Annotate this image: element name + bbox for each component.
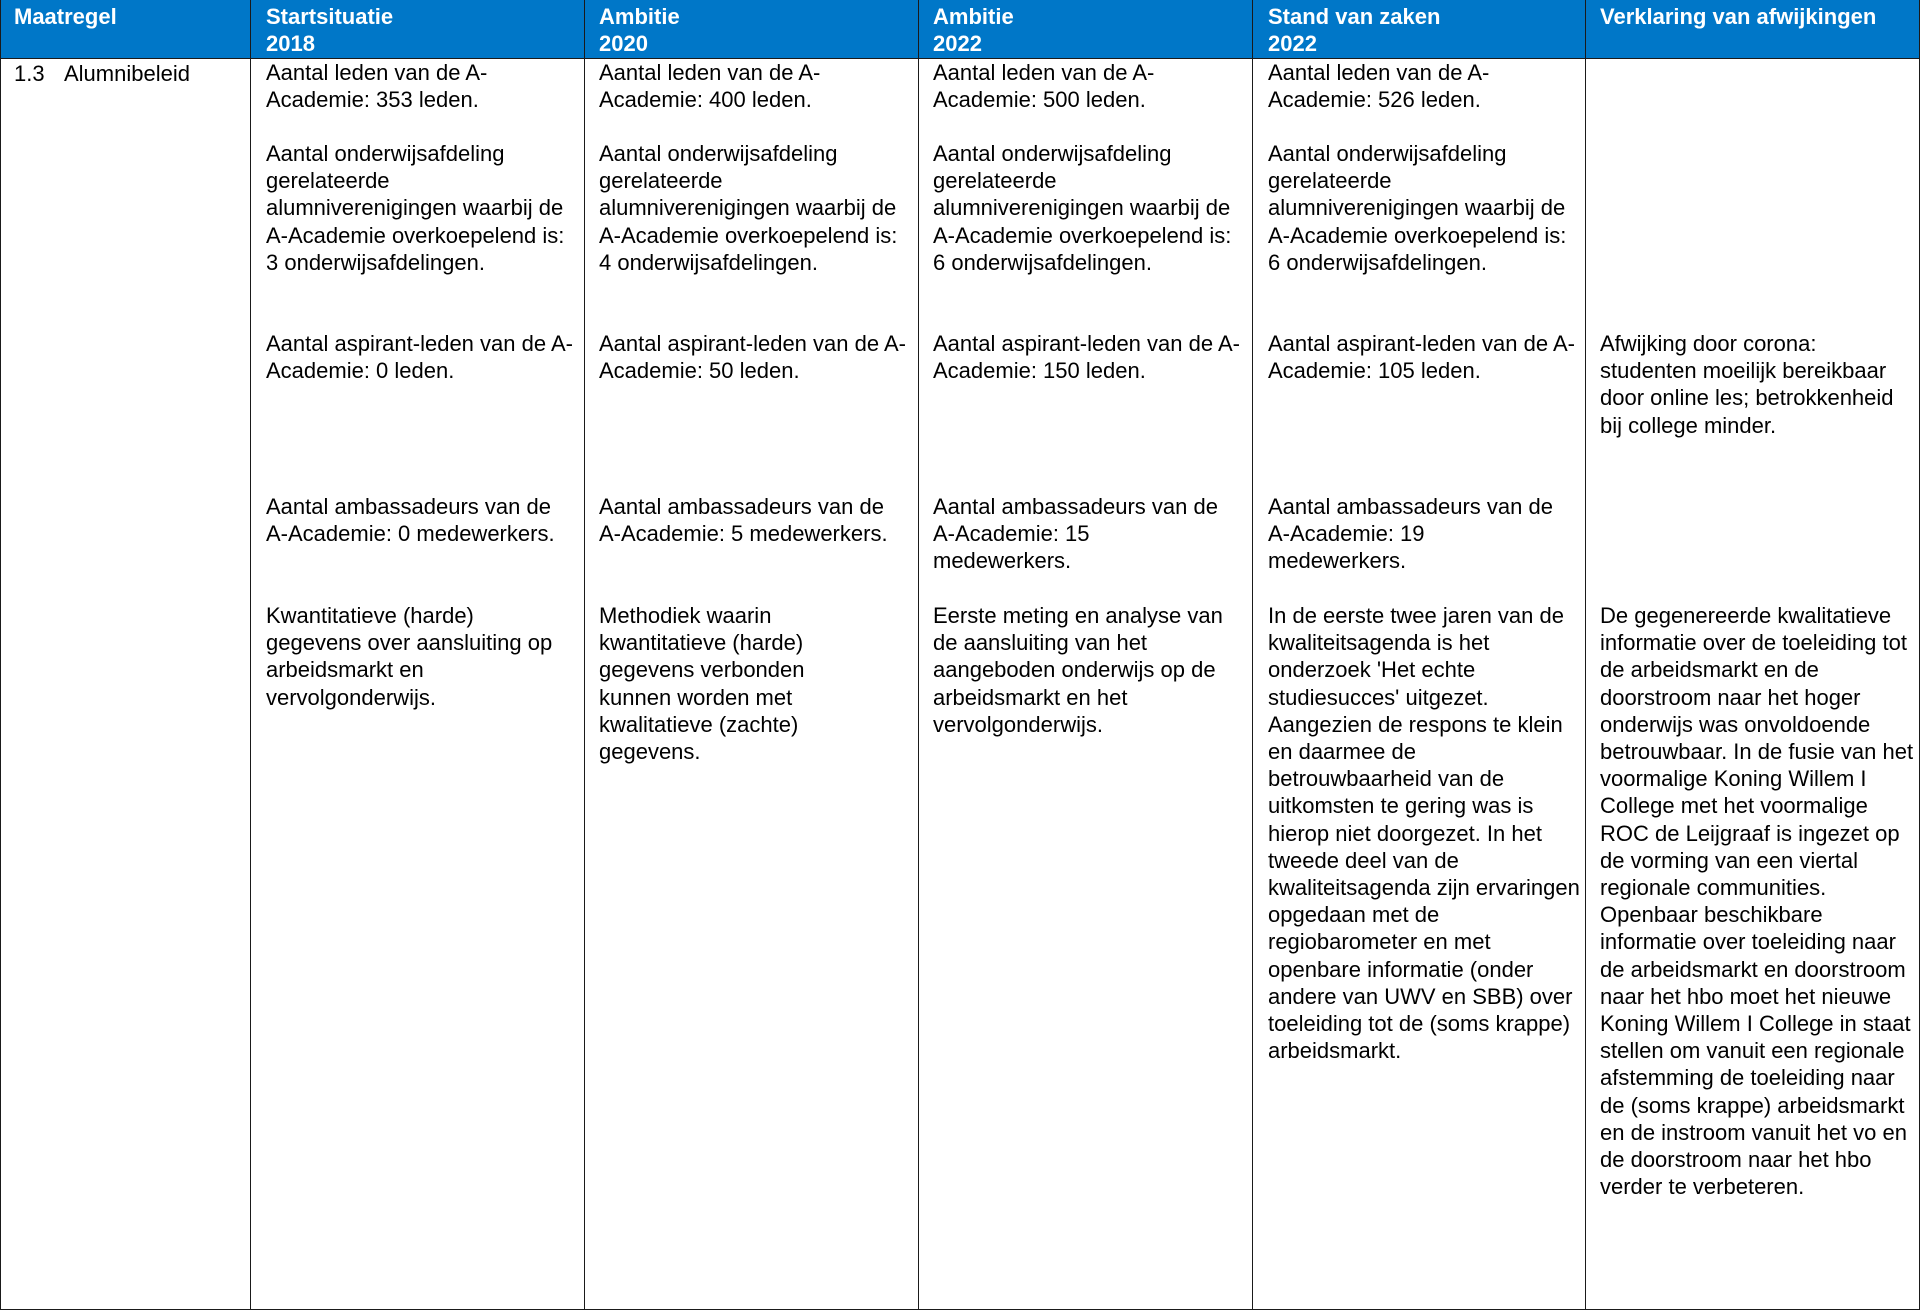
grid-line (250, 0, 251, 1310)
ambitie-2020-leden: Aantal leden van de A-Academie: 400 leden. (599, 60, 821, 113)
startsituatie-ambassadeurs: Aantal ambassadeurs van de A-Academie: 0 medewerkers. (266, 494, 555, 547)
ambitie-2022-alumniverenigingen: Aantal onderwijsafdeling gerelateerde alumniverenigingen waarbij de A-Academie overkoepelend is: 6 onderwijsafdelingen. (933, 141, 1232, 275)
verklaring-corona: Afwijking door corona: studenten moeilijk bereikbaar door online les; betrokkenheid bij college minder. (1600, 331, 1894, 438)
table-header (0, 0, 1920, 58)
startsituatie-leden: Aantal leden van de A-Academie: 353 leden. (266, 60, 488, 113)
stand-ambassadeurs: Aantal ambassadeurs van de A-Academie: 19 medewerkers. (1268, 494, 1553, 574)
ambitie-2022-ambassadeurs: Aantal ambassadeurs van de A-Academie: 15 medewerkers. (933, 494, 1218, 574)
header-verklaring: Verklaring van afwijkingen (1600, 4, 1877, 29)
header-maatregel: Maatregel (14, 4, 117, 29)
stand-onderzoek: In de eerste twee jaren van de kwaliteitsagenda is het onderzoek 'Het echte studiesucces' uitgezet. Aangezien de respons te klein en daarmee de betrouwbaarheid van de uitkomsten te gering was is hierop niet doorgezet. In het tweede deel van de kwaliteitsagenda zijn ervaringen opgedaan met de regiobarometer en met openbare informatie (onder andere van UWV en SBB) over toeleiding tot de (soms krappe) arbeidsmarkt. (1268, 603, 1580, 1064)
stand-alumniverenigingen: Aantal onderwijsafdeling gerelateerde alumniverenigingen waarbij de A-Academie overkoepelend is: 6 onderwijsafdelingen. (1268, 141, 1567, 275)
grid-line (1585, 0, 1586, 1310)
ambitie-2022-eerste-meting: Eerste meting en analyse van de aansluiting van het aangeboden onderwijs op de arbeidsmarkt en het vervolgonderwijs. (933, 603, 1223, 737)
ambitie-2020-aspirant-leden: Aantal aspirant-leden van de A-Academie: 50 leden. (599, 331, 906, 384)
startsituatie-aspirant-leden: Aantal aspirant-leden van de A-Academie: 0 leden. (266, 331, 573, 384)
grid-line (0, 0, 1, 1310)
header-ambitie-2020: Ambitie 2020 (599, 4, 680, 56)
ambitie-2022-leden: Aantal leden van de A-Academie: 500 leden. (933, 60, 1155, 113)
startsituatie-alumniverenigingen: Aantal onderwijsafdeling gerelateerde alumniverenigingen waarbij de A-Academie overkoepelend is: 3 onderwijsafdelingen. (266, 141, 565, 275)
maatregel-number: 1.3 (14, 61, 45, 86)
grid-line (918, 0, 919, 1310)
ambitie-2020-alumniverenigingen: Aantal onderwijsafdeling gerelateerde alumniverenigingen waarbij de A-Academie overkoepelend is: 4 onderwijsafdelingen. (599, 141, 898, 275)
header-stand-van-zaken: Stand van zaken 2022 (1268, 4, 1441, 56)
grid-line (584, 0, 585, 1310)
header-ambitie-2022: Ambitie 2022 (933, 4, 1014, 56)
verklaring-kwalitatief: De gegenereerde kwalitatieve informatie over de toeleiding tot de arbeidsmarkt en de doorstroom naar het hoger onderwijs was onvoldoende betrouwbaar. In de fusie van het voormalige Koning Willem I College met het voormalige ROC de Leijgraaf is ingezet op de vorming van een viertal regionale communities. Openbaar beschikbare informatie over toeleiding naar de arbeidsmarkt en doorstroom naar het hbo moet het nieuwe Koning Willem I College in staat stellen om vanuit een regionale afstemming de toeleiding naar de (soms krappe) arbeidsmarkt en de instroom vanuit het vo en de doorstroom naar het hbo verder te verbeteren. (1600, 603, 1914, 1200)
header-startsituatie: Startsituatie 2018 (266, 4, 394, 56)
stand-aspirant-leden: Aantal aspirant-leden van de A-Academie: 105 leden. (1268, 331, 1575, 384)
ambitie-2020-methodiek: Methodiek waarin kwantitatieve (harde) gegevens verbonden kunnen worden met kwalitatieve (zachte) gegevens. (599, 603, 805, 765)
stand-leden: Aantal leden van de A-Academie: 526 leden. (1268, 60, 1490, 113)
ambitie-2022-aspirant-leden: Aantal aspirant-leden van de A-Academie: 150 leden. (933, 331, 1240, 384)
startsituatie-kwantitatief: Kwantitatieve (harde) gegevens over aansluiting op arbeidsmarkt en vervolgonderwijs. (266, 603, 553, 710)
maatregel-name: Alumnibeleid (64, 61, 190, 86)
ambitie-2020-ambassadeurs: Aantal ambassadeurs van de A-Academie: 5 medewerkers. (599, 494, 888, 547)
maatregel-cell (14, 60, 190, 87)
grid-line (1252, 0, 1253, 1310)
